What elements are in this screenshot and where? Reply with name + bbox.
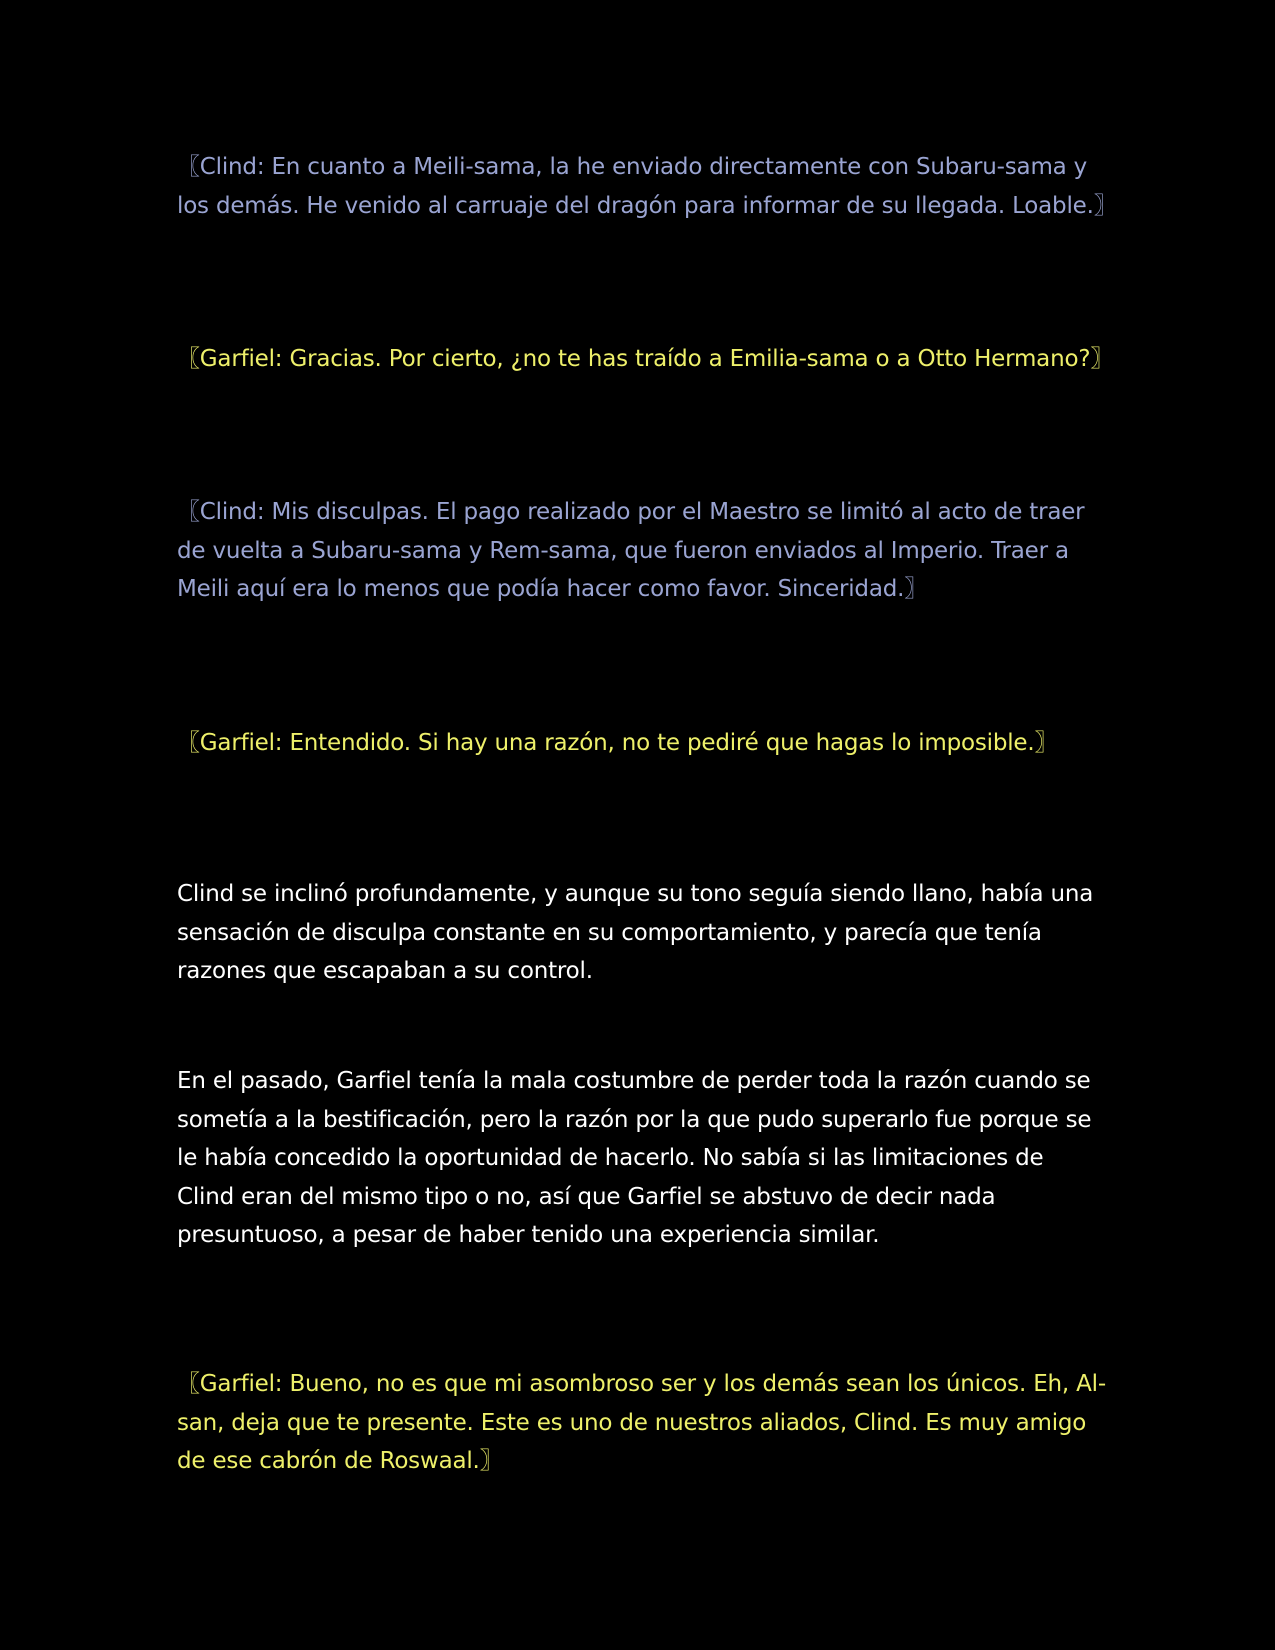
- dialogue-garfiel-introduction: 〖Garfiel: Bueno, no es que mi asombroso ser y los demás sean los únicos. Eh, Al-san, deja que te presente. Este es uno de nuestros aliados, Clind. Es muy amigo de ese cabrón de Roswaal.〗: [177, 1371, 1106, 1474]
- narration-garfiel-past: En el pasado, Garfiel tenía la mala costumbre de perder toda la razón cuando se sometía a la bestificación, pero la razón por la que pudo superarlo fue porque se le había concedido la oportunidad de hacerlo. No sabía si las limitaciones de Clind eran del mismo tipo o no, así que Garfiel se abstuvo de decir nada presuntuoso, a pesar de haber tenido una experiencia similar.: [177, 1068, 1092, 1248]
- dialogue-clind-meili-arrival: 〖Clind: En cuanto a Meili-sama, la he enviado directamente con Subaru-sama y los demás. He venido al carruaje del dragón para informar de su llegada. Loable.〗: [177, 154, 1117, 219]
- dialogue-garfiel-thanks: 〖Garfiel: Gracias. Por cierto, ¿no te has traído a Emilia-sama o a Otto Hermano?〗: [177, 346, 1114, 372]
- dialogue-clind-apology: 〖Clind: Mis disculpas. El pago realizado por el Maestro se limitó al acto de traer de vuelta a Subaru-sama y Rem-sama, que fueron enviados al Imperio. Traer a Meili aquí era lo menos que podía hacer como favor. Sinceridad.〗: [177, 499, 1085, 602]
- dialogue-garfiel-understood: 〖Garfiel: Entendido. Si hay una razón, no te pediré que hagas lo imposible.〗: [177, 730, 1058, 756]
- narration-clind-bow: Clind se inclinó profundamente, y aunque su tono seguía siendo llano, había una sensación de disculpa constante en su comportamiento, y parecía que tenía razones que escapaban a su control.: [177, 881, 1094, 984]
